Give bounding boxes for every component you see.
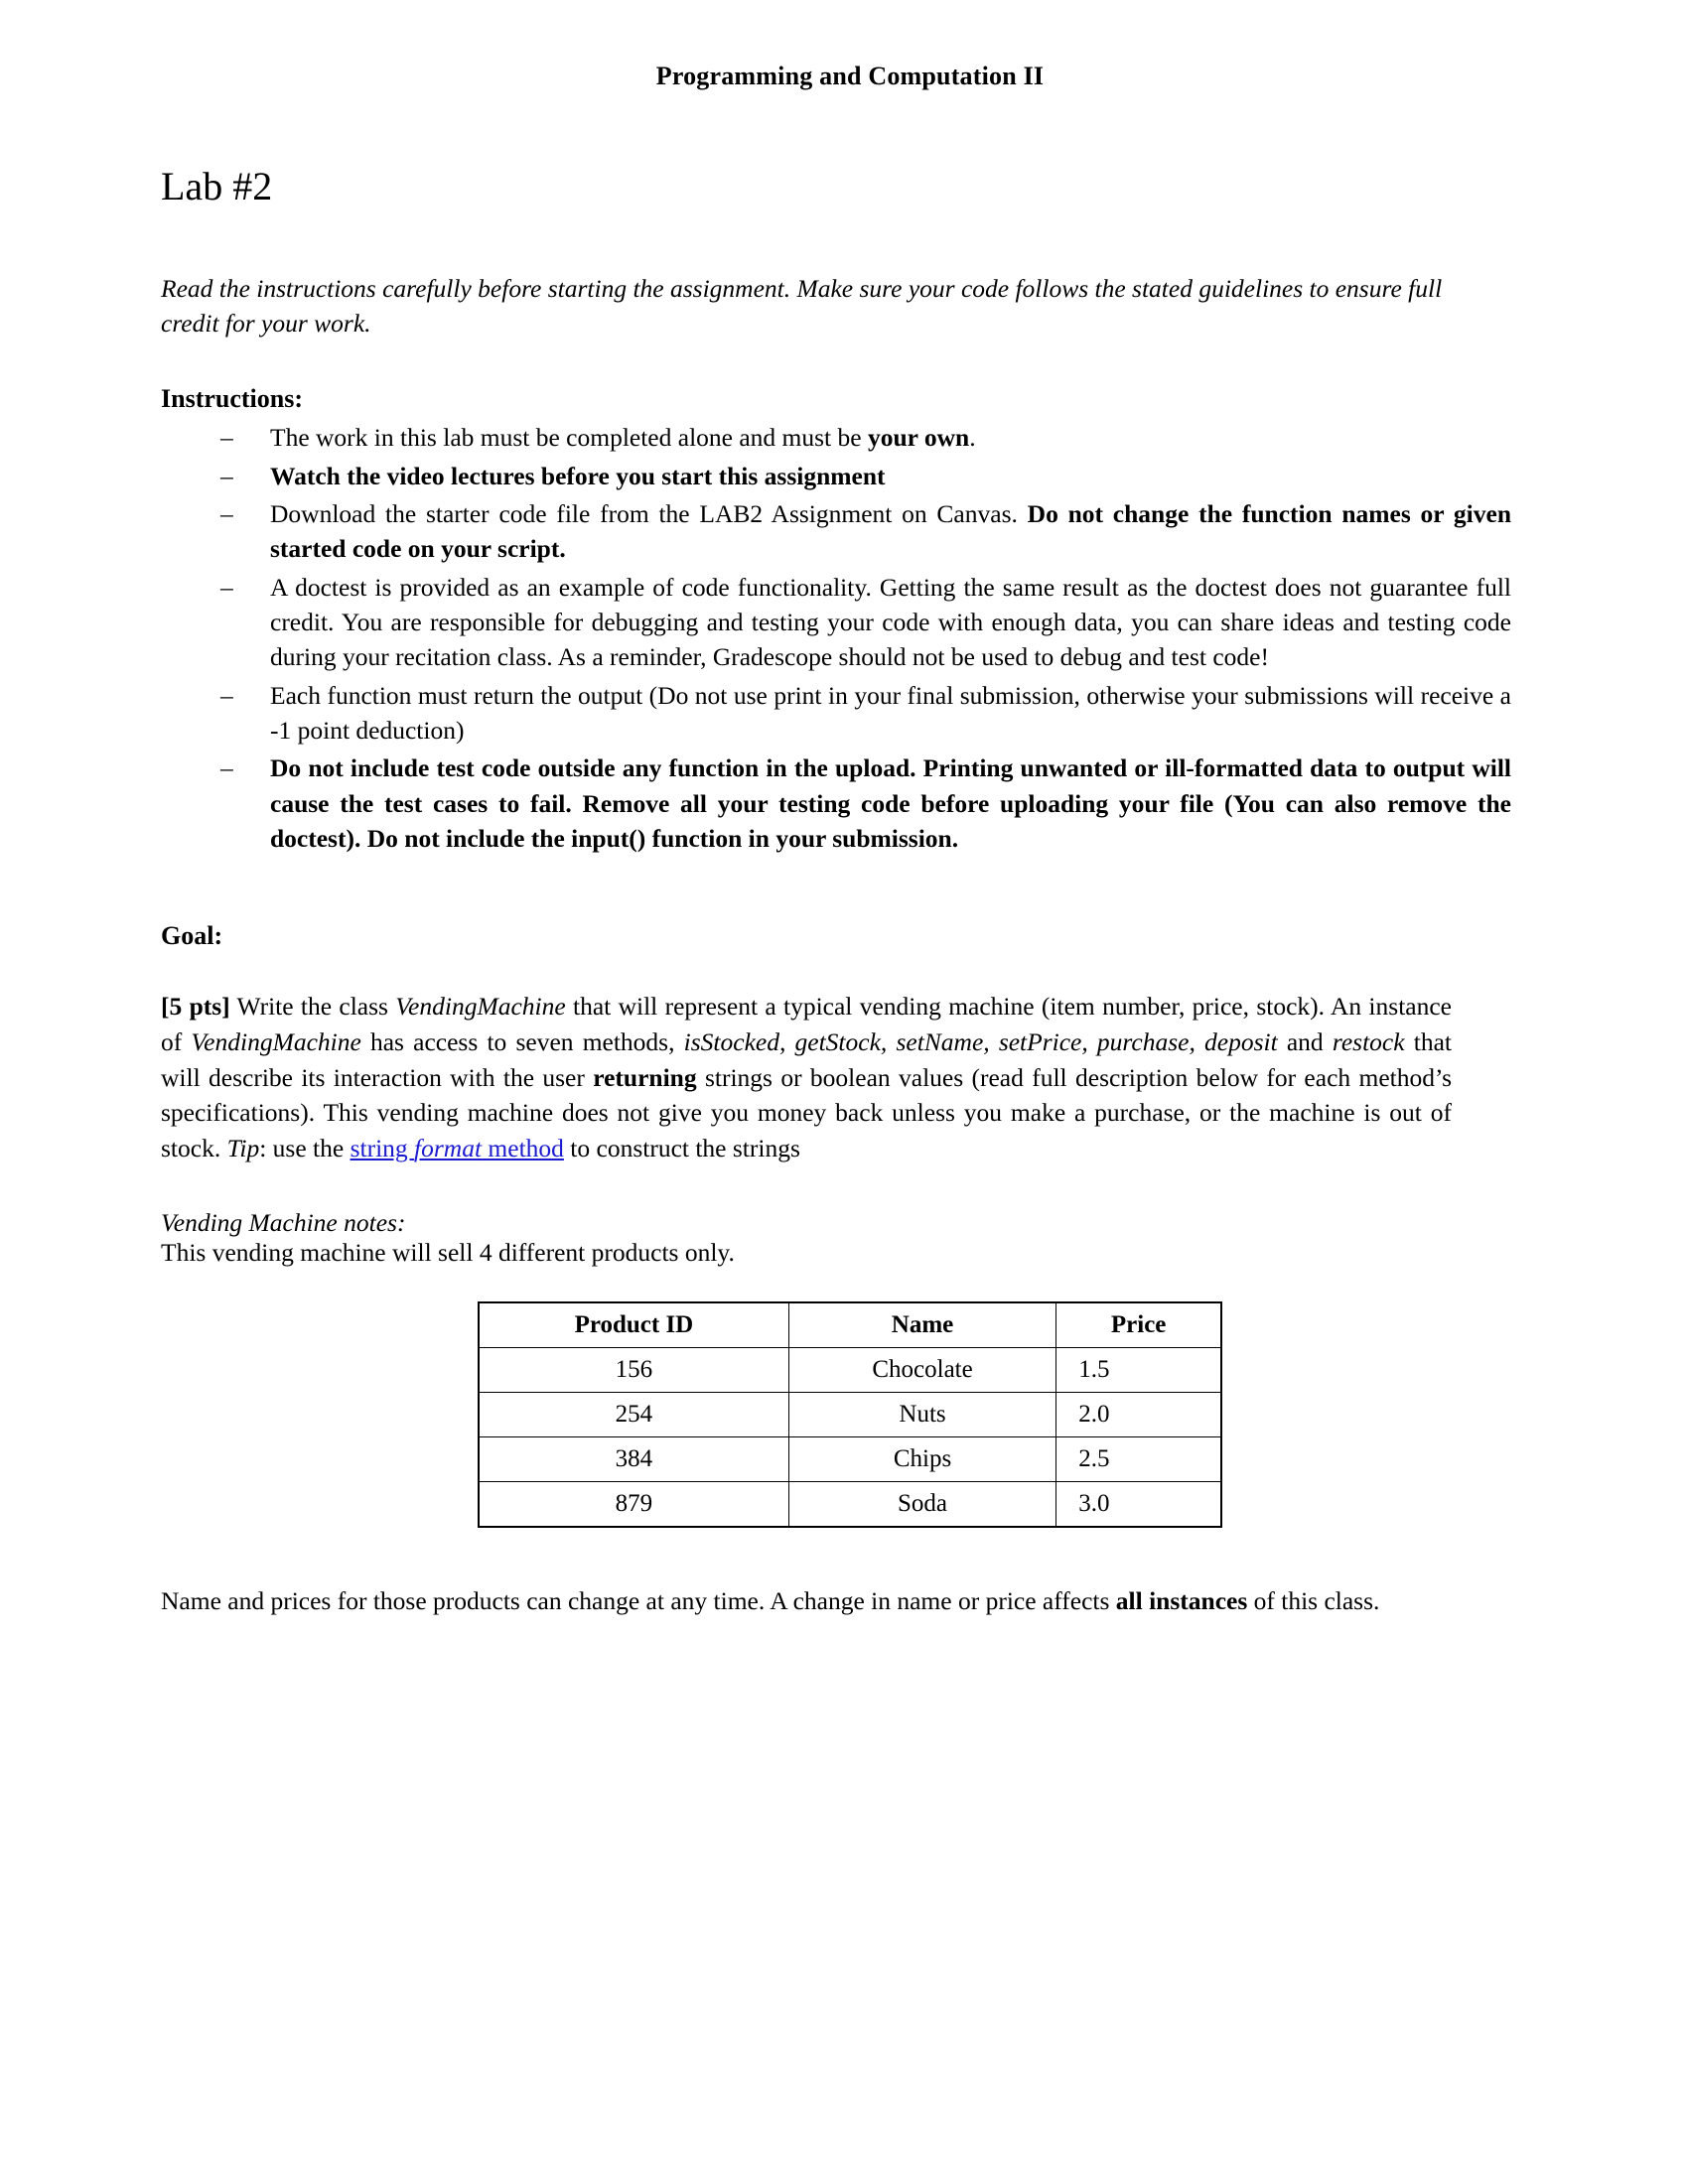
course-title: Programming and Computation II bbox=[655, 62, 1045, 90]
text-bold: returning bbox=[593, 1062, 697, 1092]
text-italic: Tip bbox=[226, 1133, 260, 1162]
text-italic: restock bbox=[1332, 1026, 1405, 1056]
instruction-text bbox=[270, 753, 1511, 853]
cell-product-id: 156 bbox=[479, 1347, 788, 1392]
text-run: Download the starter code file from the LAB2 Assignment on Canvas. bbox=[270, 499, 1028, 528]
text-run: Write the class bbox=[229, 992, 396, 1022]
text-italic: isStocked, getStock, setName, setPrice, purchase, deposit bbox=[683, 1026, 1278, 1056]
product-table-body bbox=[479, 1347, 1221, 1527]
goal-paragraph bbox=[161, 989, 1452, 1165]
instruction-item bbox=[212, 496, 1511, 567]
dash-bullet-icon: – bbox=[220, 572, 233, 602]
text-run: : use the bbox=[259, 1133, 351, 1162]
vending-notes-subtext: This vending machine will sell 4 different products only. bbox=[161, 1237, 735, 1267]
table-row bbox=[479, 1481, 1221, 1527]
column-header-price: Price bbox=[1056, 1302, 1221, 1348]
instruction-text bbox=[270, 681, 1511, 745]
cell-name: Nuts bbox=[788, 1392, 1055, 1436]
page-title: Lab #2 bbox=[161, 164, 273, 208]
table-row bbox=[479, 1347, 1221, 1392]
instruction-item bbox=[212, 751, 1511, 856]
text-bold: Do not change the function names or given started code on your script. bbox=[270, 499, 1511, 564]
string-format-link[interactable]: method bbox=[482, 1133, 564, 1162]
cell-product-id: 254 bbox=[479, 1392, 788, 1436]
string-format-link[interactable]: string bbox=[350, 1133, 415, 1162]
text-run: of this class. bbox=[1247, 1585, 1380, 1615]
dash-bullet-icon: – bbox=[220, 753, 233, 783]
instruction-item bbox=[212, 678, 1511, 749]
instruction-text bbox=[270, 462, 886, 490]
text-run: . bbox=[969, 423, 976, 453]
table-row bbox=[479, 1392, 1221, 1436]
cell-product-id: 879 bbox=[479, 1481, 788, 1527]
text-run: and bbox=[1277, 1026, 1333, 1056]
dash-bullet-icon: – bbox=[220, 680, 233, 710]
instructions-label: Instructions: bbox=[161, 384, 304, 414]
text-run: to construct the strings bbox=[563, 1133, 800, 1162]
text-bold: your own bbox=[867, 423, 970, 453]
product-table-wrapper bbox=[161, 1301, 1539, 1528]
text-run: The work in this lab must be completed alone and must be bbox=[270, 423, 868, 453]
text-run: Each function must return the output (Do not use print in your final submission, otherwise your submissions will receive a -1 point deduction) bbox=[270, 680, 1511, 745]
instruction-item bbox=[212, 459, 1511, 493]
text-run: that will represent a typical vending machine (item number, price, stock). An instance of bbox=[161, 992, 1452, 1056]
cell-price: 2.5 bbox=[1056, 1436, 1221, 1481]
text-run: that will describe its interaction with the user bbox=[161, 1026, 1452, 1092]
product-table-head bbox=[479, 1302, 1221, 1348]
text-italic: VendingMachine bbox=[395, 992, 566, 1022]
text-run: has access to seven methods, bbox=[360, 1026, 684, 1056]
cell-price: 2.0 bbox=[1056, 1392, 1221, 1436]
text-bold: all instances bbox=[1115, 1585, 1248, 1615]
string-format-link[interactable]: format bbox=[414, 1133, 483, 1162]
cell-price: 3.0 bbox=[1056, 1481, 1221, 1527]
cell-price: 1.5 bbox=[1056, 1347, 1221, 1392]
dash-bullet-icon: – bbox=[220, 461, 233, 490]
table-header-row bbox=[479, 1302, 1221, 1348]
dash-bullet-icon: – bbox=[220, 499, 233, 528]
instruction-item bbox=[212, 420, 1511, 455]
vending-notes-heading: Vending Machine notes: bbox=[161, 1207, 406, 1237]
text-bold: Watch the video lectures before you start this assignment bbox=[270, 461, 886, 490]
intro-paragraph: Read the instructions carefully before starting the assignment. Make sure your code follows the stated guidelines to ensure full credit for your work. bbox=[161, 274, 1443, 339]
table-row bbox=[479, 1436, 1221, 1481]
instruction-text bbox=[270, 499, 1511, 563]
product-table bbox=[478, 1301, 1222, 1528]
instructions-list bbox=[161, 420, 1539, 856]
text-bold: Do not include test code outside any function in the upload. Printing unwanted or ill-formatted data to output will cause the test cases to fail. Remove all your testing code before uploading your file (You can also remove the doctest). Do not include the input() function in your submission. bbox=[270, 753, 1511, 853]
column-header-name: Name bbox=[788, 1302, 1055, 1348]
cell-name: Soda bbox=[788, 1481, 1055, 1527]
cell-product-id: 384 bbox=[479, 1436, 788, 1481]
instruction-text bbox=[270, 423, 976, 452]
dash-bullet-icon: – bbox=[220, 423, 233, 453]
text-run: strings or boolean values (read full description below for each method’s specifications). This vending machine does not give you money back unless you make a purchase, or the machine is out of stock. bbox=[161, 1062, 1452, 1162]
text-italic: VendingMachine bbox=[191, 1026, 361, 1056]
cell-name: Chips bbox=[788, 1436, 1055, 1481]
text-bold: [5 pts] bbox=[161, 992, 230, 1022]
instruction-text bbox=[270, 573, 1511, 672]
cell-name: Chocolate bbox=[788, 1347, 1055, 1392]
instruction-item bbox=[212, 570, 1511, 675]
column-header-product-id: Product ID bbox=[479, 1302, 788, 1348]
closing-paragraph bbox=[161, 1583, 1452, 1619]
text-run: A doctest is provided as an example of code functionality. Getting the same result as the doctest does not guarantee full credit. You are responsible for debugging and testing your code with enough data, you can share ideas and testing code during your recitation class. As a reminder, Gradescope should not be used to debug and test code! bbox=[270, 572, 1511, 672]
text-run: Name and prices for those products can change at any time. A change in name or price affects bbox=[161, 1585, 1116, 1615]
goal-label: Goal: bbox=[161, 921, 223, 951]
